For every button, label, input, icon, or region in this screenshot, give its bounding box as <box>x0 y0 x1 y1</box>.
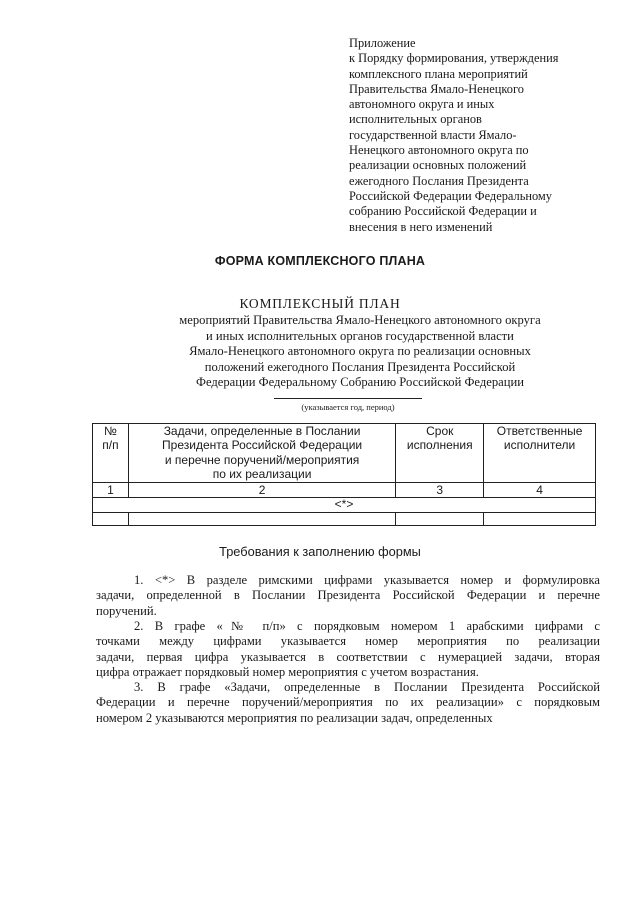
header-deadline <box>396 424 484 483</box>
table-cell <box>484 513 596 526</box>
table-cell <box>93 513 129 526</box>
paragraph-line: задачи, определенной в Послании Президента Российской Федерации и перечне <box>96 588 600 603</box>
appendix-line: комплексного плана мероприятий <box>349 66 528 81</box>
table-row <box>93 513 596 526</box>
plan-table <box>92 423 596 526</box>
appendix-line: автономного округа и иных <box>349 97 495 112</box>
plan-title: КОМПЛЕКСНЫЙ ПЛАН <box>239 296 401 311</box>
header-text: по их реализации <box>212 467 312 482</box>
header-text: Задачи, определенные в Послании <box>163 424 361 438</box>
table-section-row <box>93 498 596 513</box>
subtitle-line: Ямало-Ненецкого автономного округа по реализации основных <box>189 344 531 359</box>
paragraph-line: поручений. <box>96 603 157 618</box>
paragraph-line: цифра отражает порядковый номер мероприятия с учетом возрастания. <box>96 664 479 679</box>
appendix-line: государственной власти Ямало- <box>349 127 517 142</box>
appendix-line: Приложение <box>349 36 416 50</box>
header-number <box>93 424 129 483</box>
header-text: Срок <box>426 424 454 438</box>
appendix-line: собранию Российской Федерации и <box>349 204 537 219</box>
column-number: 3 <box>396 483 484 498</box>
column-number: 4 <box>484 483 596 498</box>
table-cell <box>128 513 395 526</box>
header-text: Ответственные <box>496 424 583 438</box>
table-header-row <box>93 424 596 483</box>
header-text: Президента Российской Федерации <box>162 438 363 453</box>
header-text: п/п <box>102 438 119 453</box>
subtitle-line: и иных исполнительных органов государственной власти <box>206 328 514 343</box>
paragraph-line: точками между цифрами указывается номер мероприятия по реализации <box>96 634 600 649</box>
form-title: ФОРМА КОМПЛЕКСНОГО ПЛАНА <box>214 254 426 268</box>
requirement-paragraph <box>96 573 600 619</box>
appendix-line: реализации основных положений <box>349 158 527 173</box>
table-number-row <box>93 483 596 498</box>
period-label: (указывается год, период) <box>301 402 395 412</box>
period-underline <box>274 398 422 399</box>
paragraph-line: Федерации и перечне поручений/мероприятия по их реализации» с порядковым <box>96 695 600 710</box>
header-text: № <box>103 424 117 438</box>
appendix-line: Российской Федерации Федеральному <box>349 188 552 203</box>
plan-subtitle <box>120 313 600 391</box>
appendix-line: исполнительных органов <box>349 112 482 127</box>
column-number: 1 <box>93 483 129 498</box>
appendix-block <box>349 36 609 235</box>
paragraph-line: 3. В графе «Задачи, определенные в Послании Президента Российской <box>134 680 600 694</box>
header-responsible <box>484 424 596 483</box>
header-text: исполнения <box>406 438 473 453</box>
table-cell <box>396 513 484 526</box>
appendix-line: внесения в него изменений <box>349 219 493 234</box>
section-marker: <*> <box>93 498 596 513</box>
paragraph-line: 1. <*> В разделе римскими цифрами указывается номер и формулировка <box>134 573 600 587</box>
subtitle-line: мероприятий Правительства Ямало-Ненецкого автономного округа <box>179 313 541 327</box>
requirements-title: Требования к заполнению формы <box>219 544 421 559</box>
column-number: 2 <box>128 483 395 498</box>
appendix-line: к Порядку формирования, утверждения <box>349 51 559 66</box>
header-tasks <box>128 424 395 483</box>
paragraph-line: 2. В графе «№ п/п» с порядковым номером 1 арабскими цифрами с <box>134 619 600 633</box>
paragraph-line: номером 2 указываются мероприятия по реализации задач, определенных <box>96 710 493 725</box>
header-text: исполнители <box>503 438 576 453</box>
subtitle-line: Федерации Федеральному Собранию Российской Федерации <box>196 375 524 390</box>
requirement-paragraph <box>96 680 600 726</box>
header-text: и перечне поручений/мероприятия <box>164 452 360 467</box>
subtitle-line: положений ежегодного Послания Президента Российской <box>204 359 516 374</box>
requirement-paragraph <box>96 619 600 680</box>
appendix-line: Ненецкого автономного округа по <box>349 143 529 158</box>
appendix-line: ежегодного Послания Президента <box>349 173 529 188</box>
paragraph-line: задачи, первая цифра указывается в соответствии с нумерацией задачи, вторая <box>96 649 600 664</box>
appendix-line: Правительства Ямало-Ненецкого <box>349 81 524 96</box>
